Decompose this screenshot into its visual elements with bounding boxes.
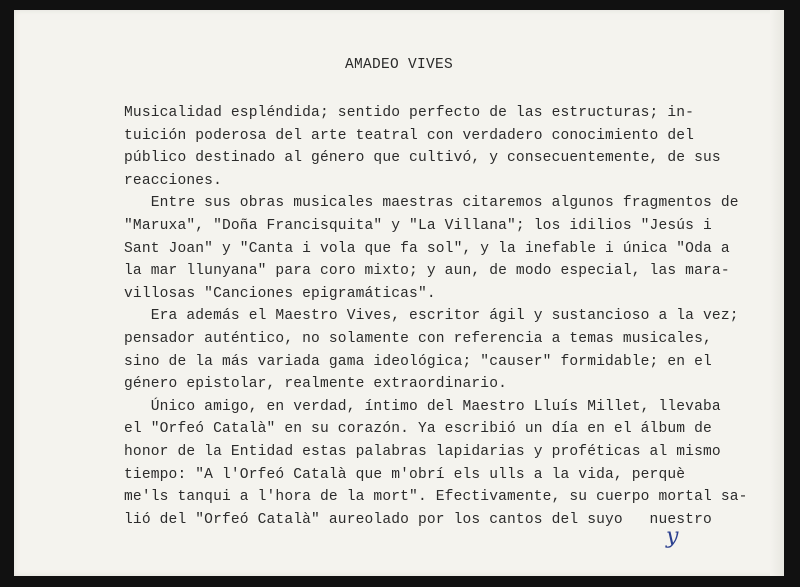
text-line: villosas "Canciones epigramáticas". [124, 285, 436, 302]
text-line: Entre sus obras musicales maestras citaremos algunos fragmentos de [124, 195, 739, 212]
text-line: me'ls tanqui a l'hora de la mort". Efectivamente, su cuerpo mortal sa- [124, 489, 748, 506]
document-title: AMADEO VIVES [344, 57, 454, 73]
text-line: público destinado al género que cultivó, y consecuentemente, de sus [124, 150, 721, 167]
text-line: género epistolar, realmente extraordinario. [124, 376, 508, 393]
text-line: "Maruxa", "Doña Francisquita" y "La Villana"; los idilios "Jesús i [124, 217, 712, 234]
text-line: la mar llunyana" para coro mixto; y aun, de modo especial, las mara- [124, 263, 730, 280]
text-line: Musicalidad espléndida; sentido perfecto de las estructuras; in- [124, 105, 695, 121]
text-line: sino de la más variada gama ideológica; "causer" formidable; en el [124, 353, 712, 370]
document-body [124, 102, 784, 531]
text-line: pensador auténtico, no solamente con referencia a temas musicales, [124, 330, 712, 347]
text-line: lió del "Orfeó Català" aureolado por los cantos del suyo nuestro [124, 511, 712, 528]
text-line: Único amigo, en verdad, íntimo del Maestro Lluís Millet, llevaba [124, 398, 721, 415]
text-line: el "Orfeó Català" en su corazón. Ya escribió un día en el álbum de [124, 421, 712, 438]
text-line: reacciones. [124, 172, 222, 189]
text-line: tuición poderosa del arte teatral con verdadero conocimiento del [124, 127, 695, 144]
document-page [14, 10, 784, 576]
text-line: Sant Joan" y "Canta i vola que fa sol", y la inefable i única "Oda a [124, 240, 730, 257]
handwritten-insertion: y [666, 524, 679, 549]
text-line: Era además el Maestro Vives, escritor ágil y sustancioso a la vez; [124, 308, 739, 325]
text-line: tiempo: "A l'Orfeó Català que m'obrí els ulls a la vida, perquè [124, 466, 686, 483]
text-line: honor de la Entidad estas palabras lapidarias y proféticas al mismo [124, 443, 721, 460]
